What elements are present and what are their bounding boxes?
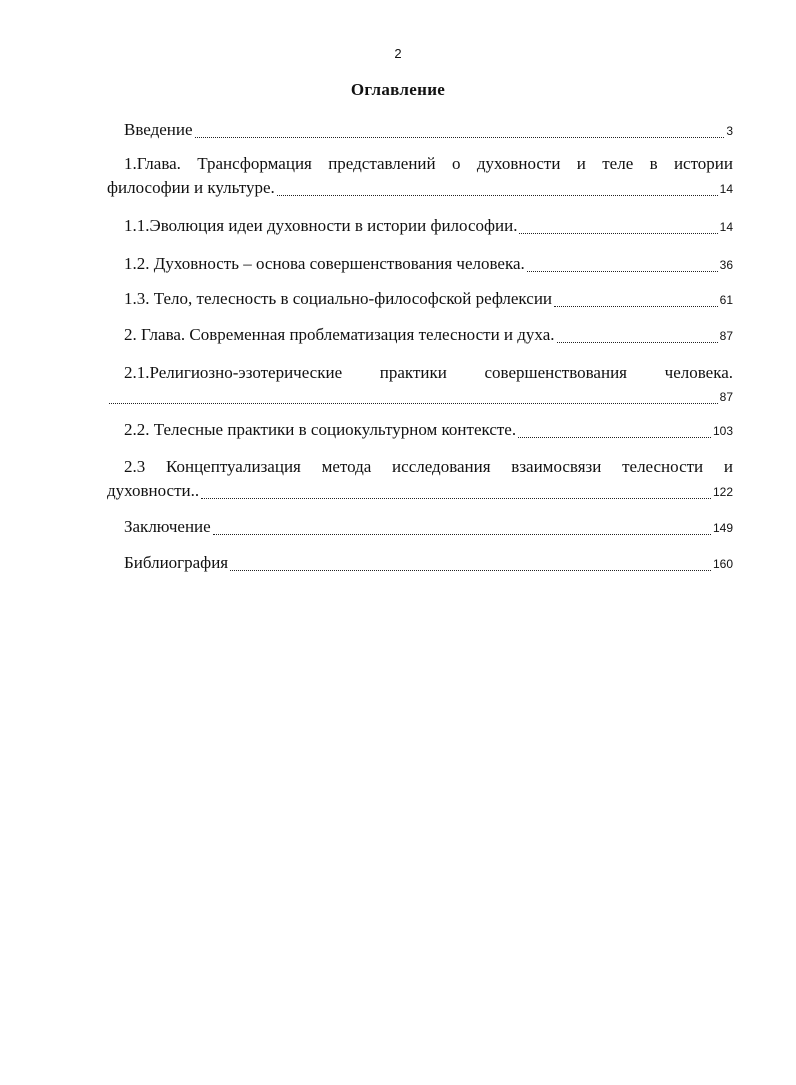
toc-entry-section-2-3[interactable]	[107, 455, 733, 504]
toc-entry-section-1-2[interactable]	[115, 252, 733, 277]
toc-entry-label: 1.3. Тело, телесность в социально-философской рефлексии	[124, 289, 553, 308]
toc-entry-label: Введение	[124, 120, 193, 139]
dot-leader	[518, 437, 711, 438]
toc-page-number: 36	[719, 258, 733, 272]
dot-leader	[527, 271, 718, 272]
dot-leader	[109, 403, 718, 404]
dot-leader	[201, 498, 711, 499]
toc-entry-label: 2. Глава. Современная проблематизация телесности и духа.	[124, 325, 555, 344]
toc-page-number: 14	[719, 220, 733, 234]
toc-entry-label-line1: 2.1.Религиозно-эзотерические практики совершенствования человека.	[124, 363, 733, 382]
toc-entry-label-line2: философии и культуре.	[107, 178, 275, 197]
toc-entry-chapter-1[interactable]	[107, 152, 733, 201]
dot-leader	[519, 233, 717, 234]
dot-leader	[195, 137, 725, 138]
toc-entry-label: 1.2. Духовность – основа совершенствования человека.	[124, 254, 525, 273]
toc-entry-label: 1.1.Эволюция идеи духовности в истории философии.	[124, 216, 518, 235]
dot-leader	[557, 342, 718, 343]
toc-entry-section-2-2[interactable]	[115, 418, 733, 443]
toc-entry-label-line1: 1.Глава. Трансформация представлений о духовности и теле в истории	[124, 154, 733, 173]
toc-entry-section-2-1[interactable]	[115, 361, 733, 409]
toc-page-number: 149	[712, 521, 733, 535]
toc-page-number: 61	[719, 293, 733, 307]
toc-entry-section-1-1[interactable]	[115, 214, 733, 239]
dot-leader	[213, 534, 711, 535]
toc-page-number: 87	[719, 329, 733, 343]
dot-leader	[554, 306, 718, 307]
toc-page-number: 14	[719, 182, 733, 196]
toc-entry-label: 2.2. Телесные практики в социокультурном контексте.	[124, 420, 517, 439]
toc-page-number: 87	[719, 390, 733, 404]
toc-entry-introduction[interactable]	[115, 118, 733, 143]
toc-entry-label: Библиография	[124, 553, 229, 572]
toc-entry-conclusion[interactable]	[115, 515, 733, 540]
toc-entry-label: Заключение	[124, 517, 211, 536]
toc-page-number: 3	[726, 124, 733, 138]
toc-entry-label-line1: 2.3 Концептуализация метода исследования взаимосвязи телесности и	[124, 457, 733, 476]
toc-entry-chapter-2[interactable]	[115, 323, 733, 348]
dot-leader	[230, 570, 711, 571]
toc-entry-section-1-3[interactable]	[115, 287, 733, 312]
toc-title: Оглавление	[350, 80, 446, 99]
page-number: 2	[394, 46, 402, 61]
toc-entry-bibliography[interactable]	[115, 551, 733, 576]
toc-page-number: 160	[712, 557, 733, 571]
dot-leader	[277, 195, 718, 196]
toc-page-number: 103	[712, 424, 733, 438]
toc-entry-label-line2: духовности..	[107, 481, 200, 500]
toc-page-number: 122	[712, 485, 733, 499]
